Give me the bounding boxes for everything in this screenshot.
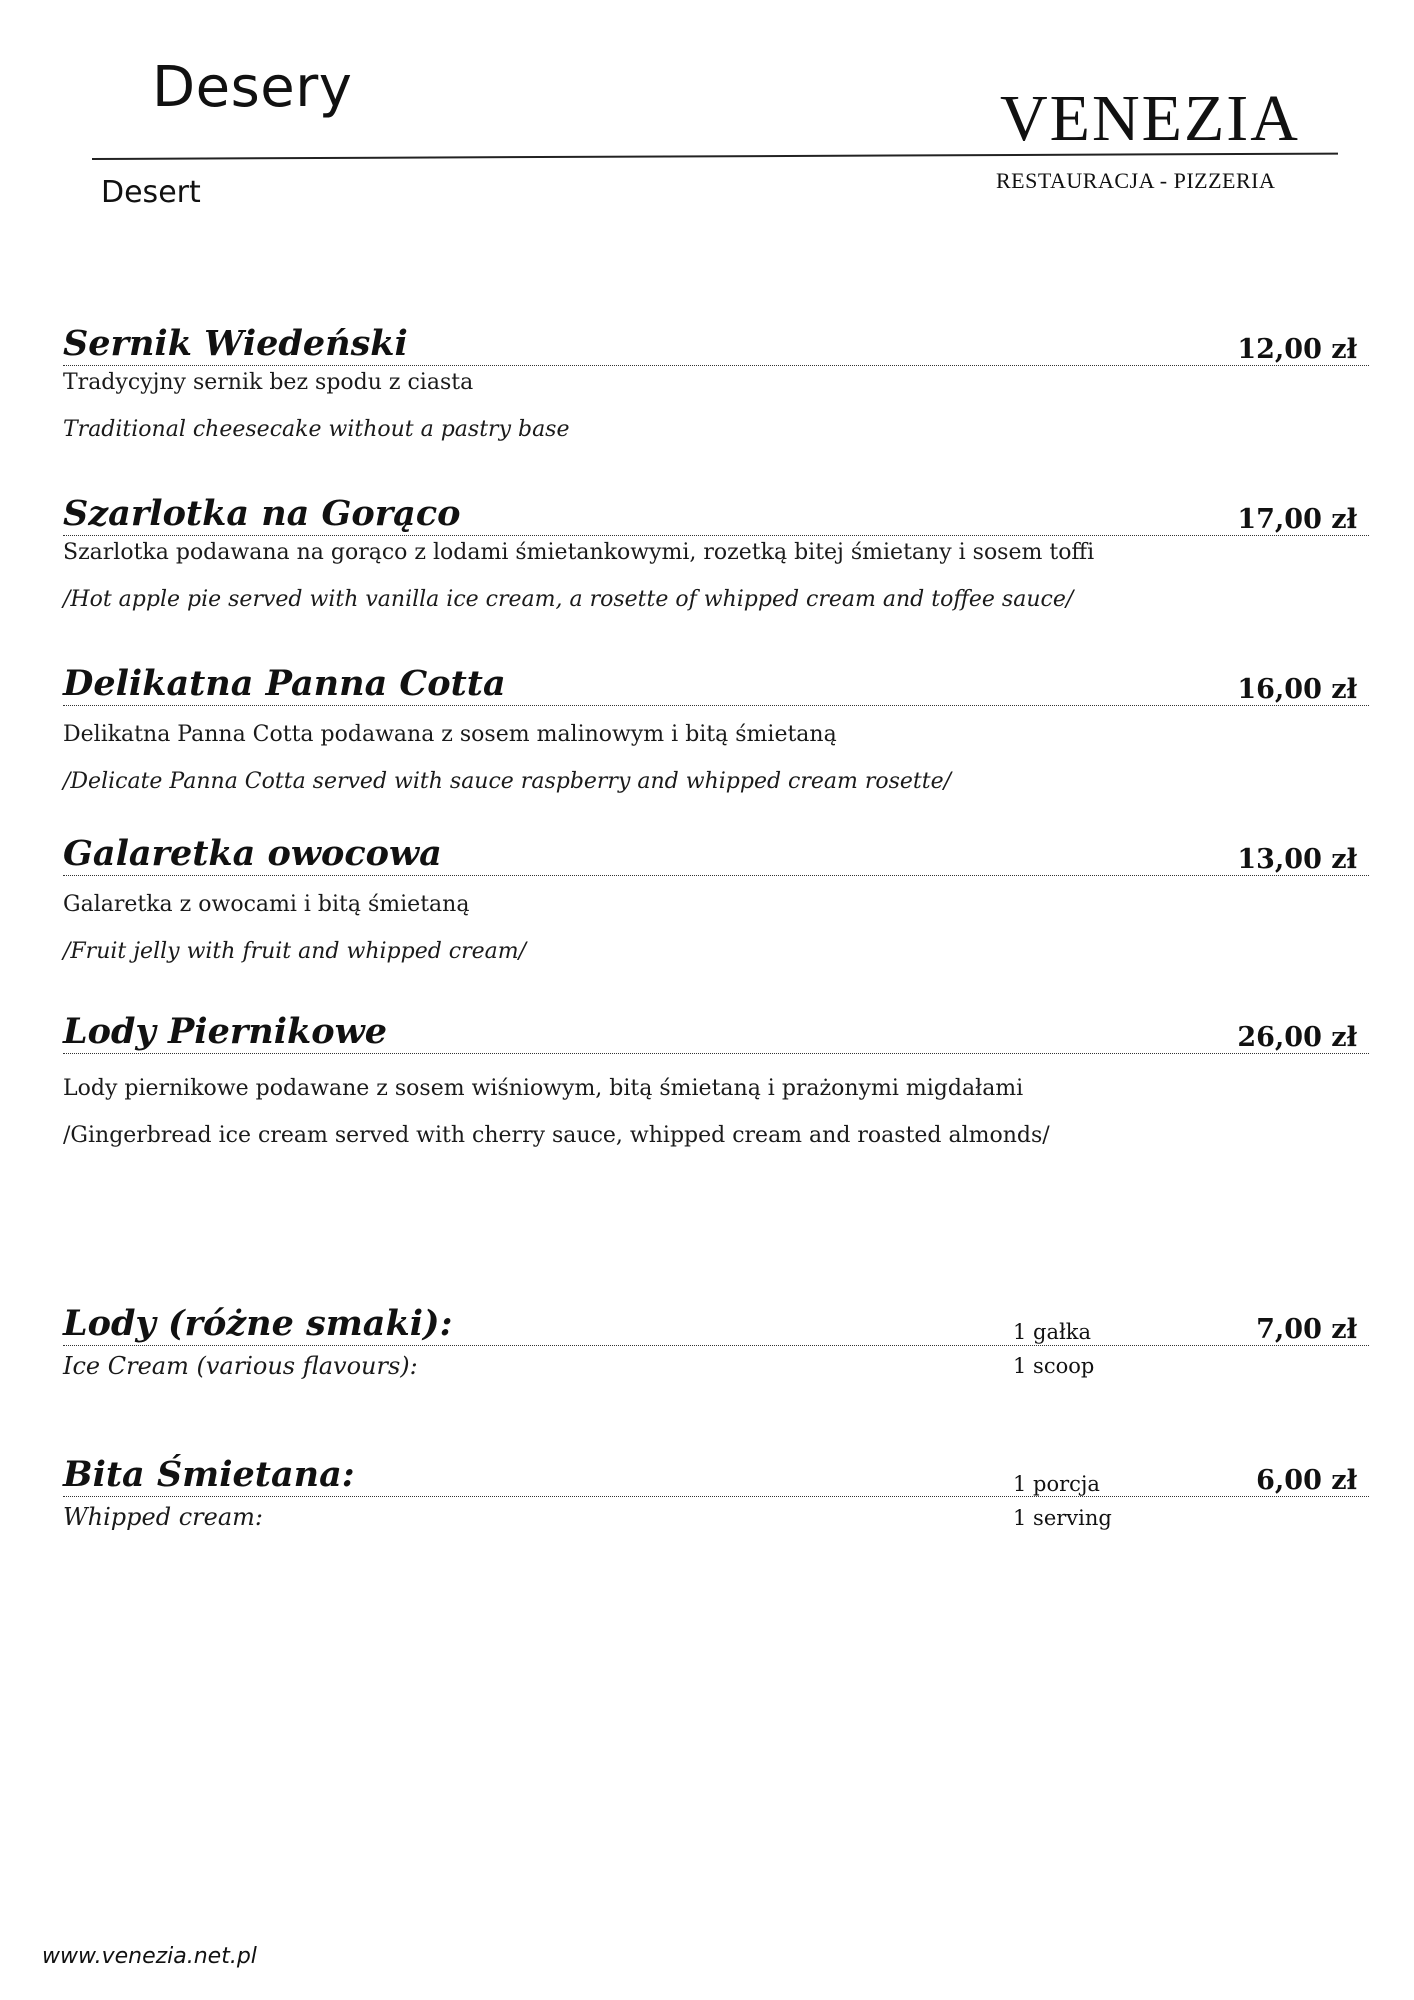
extra-item-price: 7,00 zł [1256,1314,1357,1345]
extra-item-header [63,1297,1369,1346]
menu-item-name: Galaretka owocowa [63,833,442,874]
extra-unit-en: 1 scoop [1013,1354,1095,1378]
page-subtitle: Desert [101,175,201,210]
menu-item-description-en: /Gingerbread ice cream served with cherry sauce, whipped cream and roasted almonds/ [63,1123,1050,1148]
menu-item-price: 16,00 zł [1237,674,1357,705]
extra-item-header [63,1448,1369,1497]
menu-item [63,317,1369,441]
menu-item-description: Tradycyjny sernik bez spodu z ciasta [63,370,474,395]
menu-item-header [63,487,1369,536]
menu-item [63,487,1369,611]
menu-item-name: Szarlotka na Gorąco [63,493,461,534]
menu-item-price: 13,00 zł [1237,844,1357,875]
menu-item-header [63,1005,1369,1054]
brand-name: VENEZIA [1000,82,1300,155]
menu-item-header [63,317,1369,366]
menu-item-price: 26,00 zł [1237,1022,1357,1053]
menu-item-description: Delikatna Panna Cotta podawana z sosem malinowym i bitą śmietaną [63,722,837,747]
menu-item-price: 12,00 zł [1237,334,1357,365]
menu-item-description-en: /Fruit jelly with fruit and whipped cream/ [63,939,527,964]
extra-unit: 1 gałka [1013,1320,1092,1344]
menu-item-description-en: Traditional cheesecake without a pastry base [63,417,570,442]
extra-item [63,1448,1369,1529]
menu-item-header [63,657,1369,706]
extra-item [63,1297,1369,1378]
menu-item-description-en: /Hot apple pie served with vanilla ice cream, a rosette of whipped cream and toffee sauce/ [63,587,1074,612]
menu-item [63,827,1369,963]
extra-item-name-en: Ice Cream (various flavours): [63,1352,418,1380]
extra-unit: 1 porcja [1013,1472,1100,1496]
brand-tagline: RESTAURACJA - PIZZERIA [996,168,1276,193]
menu-item-description: Lody piernikowe podawane z sosem wiśniowym, bitą śmietaną i prażonymi migdałami [63,1076,1024,1101]
extra-unit-en: 1 serving [1013,1506,1112,1530]
header-divider [92,153,1338,160]
menu-item-name: Lody Piernikowe [63,1011,388,1052]
menu-item [63,1005,1369,1147]
extra-item-price: 6,00 zł [1256,1465,1357,1496]
extra-item-name-en: Whipped cream: [63,1503,263,1531]
menu-item-name: Sernik Wiedeński [63,323,408,364]
extra-item-name: Lody (różne smaki): [63,1303,453,1344]
website-link[interactable]: www.venezia.net.pl [42,1944,257,1969]
menu-item-header [63,827,1369,876]
menu-item [63,657,1369,793]
menu-item-description: Szarlotka podawana na gorąco z lodami śmietankowymi, rozetką bitej śmietany i sosem toffi [63,540,1095,565]
menu-item-name: Delikatna Panna Cotta [63,663,506,704]
extra-item-name: Bita Śmietana: [63,1454,355,1495]
menu-item-description: Galaretka z owocami i bitą śmietaną [63,892,470,917]
menu-item-description-en: /Delicate Panna Cotta served with sauce raspberry and whipped cream rosette/ [63,769,952,794]
menu-item-price: 17,00 zł [1237,504,1357,535]
page-title: Desery [152,55,353,120]
